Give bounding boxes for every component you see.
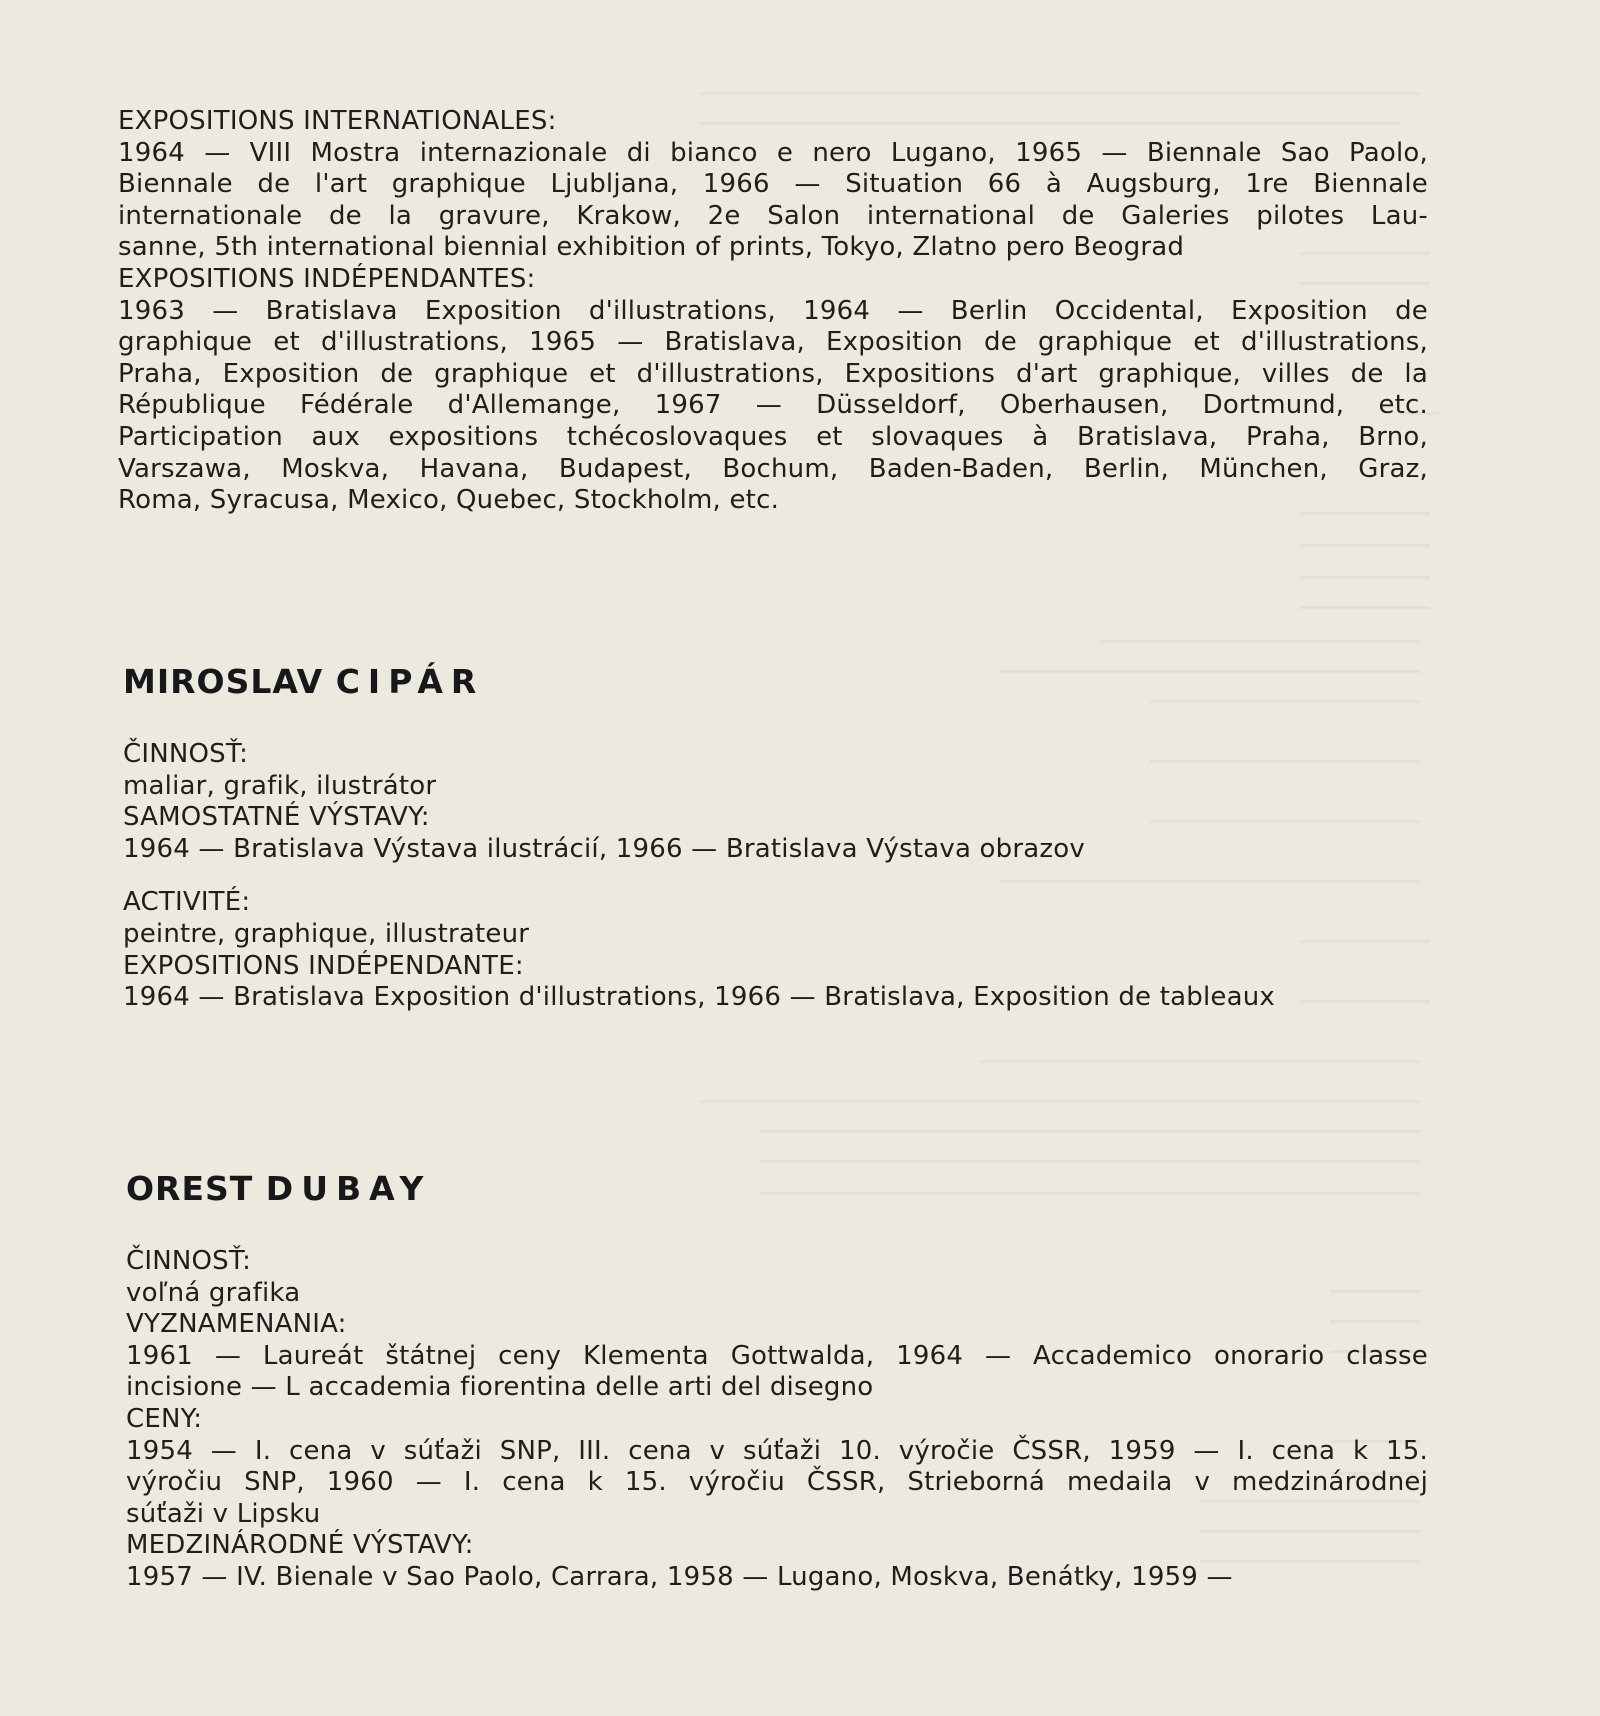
last-name: DUBAY xyxy=(265,1169,432,1208)
text-line: súťaži v Lipsku xyxy=(126,1498,321,1529)
indep-value: 1964 — Bratislava Exposition d'illustrations, 1966 — Bratislava, Exposition de tableaux xyxy=(123,982,1275,1013)
text-line: 1963 — Bratislava Exposition d'illustrations, 1964 — Berlin Occidental, Exposition de xyxy=(118,295,1428,326)
exhibitions-block xyxy=(118,106,1428,517)
activite-value: peintre, graphique, illustrateur xyxy=(123,918,530,949)
samostatne-label: SAMOSTATNÉ VÝSTAVY: xyxy=(123,802,430,833)
cinnost-label: ČINNOSŤ: xyxy=(123,739,249,769)
samostatne-value: 1964 — Bratislava Výstava ilustrácií, 1966 — Bratislava Výstava obrazov xyxy=(123,833,1085,864)
ceny-label: CENY: xyxy=(126,1403,203,1434)
ceny-text xyxy=(126,1436,1428,1499)
text-line: Biennale de l'art graphique Ljubljana, 1966 — Situation 66 à Augsburg, 1re Biennale xyxy=(118,169,1428,200)
cinnost-value: voľná grafika xyxy=(126,1277,301,1308)
text-line: Varszawa, Moskva, Havana, Budapest, Bochum, Baden-Baden, Berlin, München, Graz, xyxy=(118,453,1428,484)
activite-label: ACTIVITÉ: xyxy=(123,887,251,918)
first-name: OREST xyxy=(126,1169,254,1208)
text-line: 1954 — I. cena v súťaži SNP, III. cena v súťaži 10. výročie ČSSR, 1959 — I. cena k 15. xyxy=(126,1435,1428,1466)
dubay-details xyxy=(126,1246,1428,1594)
last-name: CIPÁR xyxy=(335,662,485,701)
cinnost-value: maliar, grafik, ilustrátor xyxy=(123,770,437,801)
text-line: 1961 — Laureát štátnej ceny Klementa Gottwalda, 1964 — Accademico onorario classe xyxy=(126,1340,1428,1371)
text-line: Roma, Syracusa, Mexico, Quebec, Stockholm, etc. xyxy=(118,485,780,516)
indep-exhibitions-label: EXPOSITIONS INDÉPENDANTES: xyxy=(118,263,536,294)
text-line: 1964 — VIII Mostra internazionale di bianco e nero Lugano, 1965 — Biennale Sao Paolo, xyxy=(118,137,1428,168)
text-line: graphique et d'illustrations, 1965 — Bratislava, Exposition de graphique et d'illustrations, xyxy=(118,327,1428,358)
text-line: incisione — L accademia fiorentina delle arti del disegno xyxy=(126,1372,874,1403)
artist-name-dubay xyxy=(126,1169,431,1208)
text-line: Praha, Exposition de graphique et d'illustrations, Expositions d'art graphique, villes de la xyxy=(118,358,1428,389)
medzinarodne-value: 1957 — IV. Bienale v Sao Paolo, Carrara, 1958 — Lugano, Moskva, Benátky, 1959 — xyxy=(126,1561,1233,1592)
cinnost-label: ČINNOSŤ: xyxy=(126,1246,252,1276)
medzinarodne-label: MEDZINÁRODNÉ VÝSTAVY: xyxy=(126,1530,474,1561)
intl-exhibitions-label: EXPOSITIONS INTERNATIONALES: xyxy=(118,106,557,136)
text-line: République Fédérale d'Allemange, 1967 — Düsseldorf, Oberhausen, Dortmund, etc. xyxy=(118,390,1428,421)
intl-exhibitions-text xyxy=(118,138,1428,233)
cipar-details xyxy=(123,739,1423,1014)
vyznamenania-text xyxy=(126,1341,1428,1373)
text-line: internationale de la gravure, Krakow, 2e Salon international de Galeries pilotes Lau- xyxy=(118,200,1428,231)
indep-label: EXPOSITIONS INDÉPENDANTE: xyxy=(123,950,524,981)
first-name: MIROSLAV xyxy=(123,662,324,701)
artist-name-cipar xyxy=(123,662,484,701)
text-line: výročiu SNP, 1960 — I. cena k 15. výročiu ČSSR, Strieborná medaila v medzinárodnej xyxy=(126,1467,1428,1498)
indep-exhibitions-text xyxy=(118,296,1428,486)
text-line: sanne, 5th international biennial exhibition of prints, Tokyo, Zlatno pero Beograd xyxy=(118,232,1185,263)
text-line: Participation aux expositions tchécoslovaques et slovaques à Bratislava, Praha, Brno, xyxy=(118,421,1428,452)
vyznamenania-label: VYZNAMENANIA: xyxy=(126,1309,347,1340)
